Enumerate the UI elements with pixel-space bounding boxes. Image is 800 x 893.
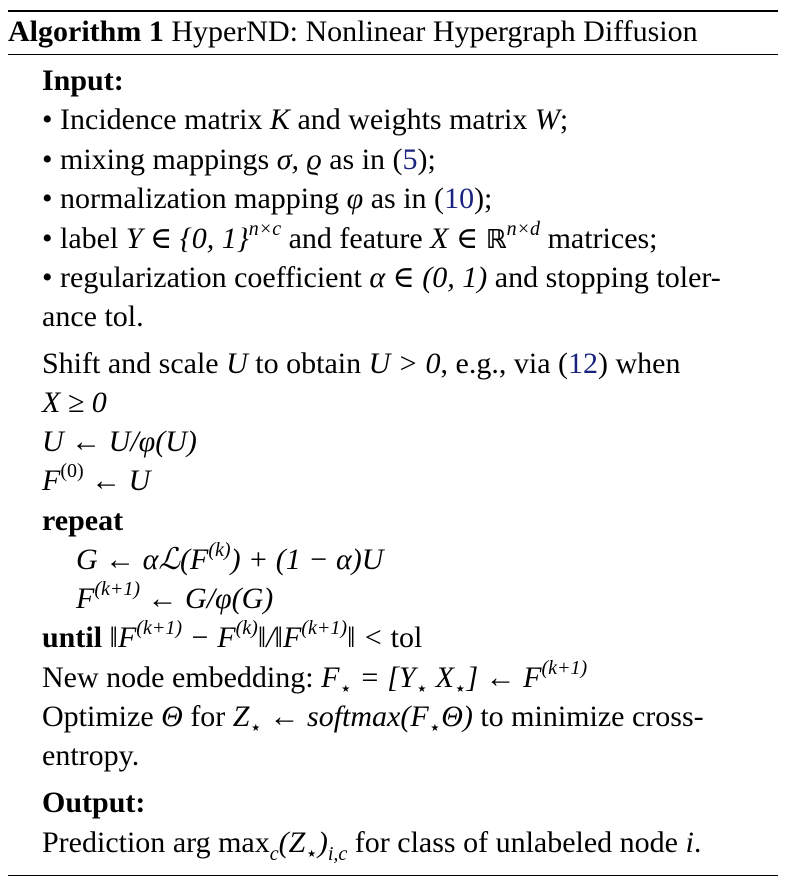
step-normalize: U ← U/φ(U) [42,425,197,458]
step-embedding: New node embedding: $F_⋆ = [Y_⋆$ $X_⋆$] ← $F^{(k+1)}$ [42,657,588,700]
equation-ref[interactable]: 12 [568,347,599,380]
input-item: • label Y ∈ {0, 1}$^{n\times c}$ and feature X ∈ ℝ$^{n\times d}$ matrices; [42,218,658,255]
bottom-rule [8,875,778,876]
output-prediction: Prediction arg $\max_c(Z_⋆)_{i,c}$ for class of unlabeled node i. [42,826,702,865]
step-optimize-continuation: entropy. [42,739,140,772]
input-heading: Input: [42,64,124,97]
algorithm-label: Algorithm 1 [8,15,164,48]
algorithm-caption [8,14,698,50]
input-item: • mixing mappings σ, ϱ as in (5); [42,143,436,176]
input-item: • regularization coefficient α ∈ (0, 1) and stopping toler- [42,261,721,294]
algorithm-box [8,0,778,893]
step-optimize: Optimize Θ for $Z_⋆$ ← $softmax(F_⋆\Theta)$ to minimize cross- [42,700,704,739]
equation-ref[interactable]: 10 [444,182,475,215]
output-heading: Output: [42,786,146,819]
step-shift-scale: Shift and scale U to obtain U > 0, e.g., via (12) when [42,347,681,380]
step-initialize: $F^{(0)}$ ← U [42,460,151,497]
input-item-continuation: ance tol. [42,300,144,333]
equation-ref[interactable]: 5 [402,143,418,176]
input-item: • normalization mapping φ as in (10); [42,182,493,215]
step-f-update: $F^{(k+1)}$ ← G/φ(G) [76,578,274,615]
top-rule [8,10,778,12]
input-item: • Incidence matrix K and weights matrix W; [42,103,569,136]
step-g-update: G ← $\alpha ℒ(F^{(k)}) + (1 - \alpha)U$ [76,539,384,577]
step-shift-condition: X ≥ 0 [42,386,107,419]
repeat-keyword: repeat [42,504,124,537]
algorithm-title: HyperND: Nonlinear Hypergraph Diffusion [171,15,698,48]
caption-rule [8,54,778,55]
until-condition: until $‖F^{(k+1)}$ − $F^{(k)}‖/‖F^{(k+1)}‖$ < tol [42,617,423,654]
